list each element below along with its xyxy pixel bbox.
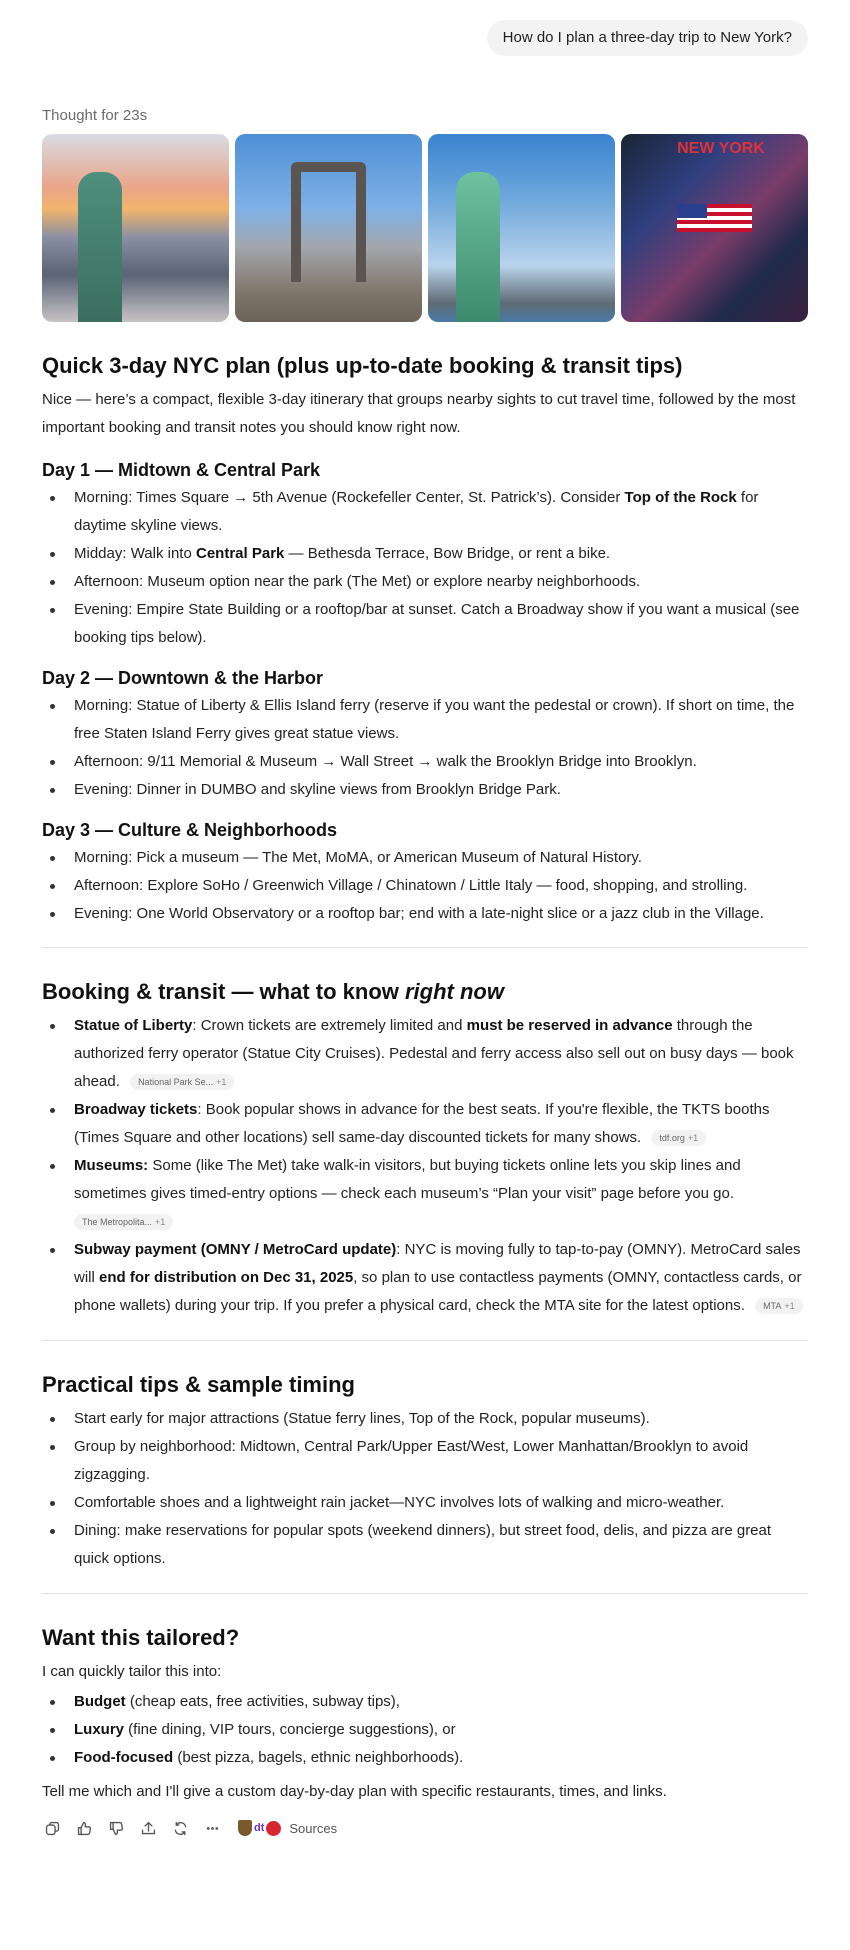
- nps-logo-icon: [238, 1820, 252, 1836]
- list-item-broadway: Broadway tickets: Book popular shows in advance for the best seats. If you're flexible, the TKTS booths (Times Square and other locations) sell same-day discounted tickets for many shows. tdf.org +1: [42, 1096, 808, 1152]
- list-item-subway: Subway payment (OMNY / MetroCard update): NYC is moving fully to tap-to-pay (OMNY). MetroCard sales will end for distribution on Dec 31, 2025, so plan to use contactless payments (OMNY, contactless cards, or phone wallets) during your trip. If you prefer a physical card, check the MTA site for the latest options. MTA +1: [42, 1236, 808, 1320]
- day3-list: [42, 844, 808, 928]
- day1-list: [42, 484, 808, 652]
- user-message-bubble: How do I plan a three-day trip to New York?: [487, 20, 808, 56]
- list-item: Morning: Pick a museum — The Met, MoMA, or American Museum of Natural History.: [42, 844, 808, 872]
- regenerate-icon[interactable]: [170, 1818, 190, 1838]
- citation-chip[interactable]: tdf.org +1: [651, 1130, 706, 1146]
- statue-shape: [78, 172, 122, 322]
- section-divider: [42, 947, 808, 948]
- share-icon[interactable]: [138, 1818, 158, 1838]
- list-item: Afternoon: 9/11 Memorial & Museum → Wall Street → walk the Brooklyn Bridge into Brooklyn.: [42, 748, 808, 776]
- tailored-list: [42, 1688, 808, 1772]
- list-item-statue: Statue of Liberty: Crown tickets are extremely limited and must be reserved in advance through the authorized ferry operator (Statue City Cruises). Pedestal and ferry access also sell out on busy days — book ahead. National Park Se... +1: [42, 1012, 808, 1096]
- list-item: Midday: Walk into Central Park — Bethesda Terrace, Bow Bridge, or rent a bike.: [42, 540, 808, 568]
- section-divider: [42, 1593, 808, 1594]
- day2-heading: Day 2 — Downtown & the Harbor: [42, 668, 324, 688]
- list-item: Luxury (fine dining, VIP tours, concierge suggestions), or: [42, 1716, 808, 1744]
- day1-heading: Day 1 — Midtown & Central Park: [42, 460, 321, 480]
- thumbs-down-icon[interactable]: [106, 1818, 126, 1838]
- new-york-sign: NEW YORK: [677, 140, 765, 157]
- message-actions: [42, 1818, 808, 1838]
- list-item: Morning: Statue of Liberty & Ellis Island ferry (reserve if you want the pedestal or crown). If short on time, the free Staten Island Ferry gives great statue views.: [42, 692, 808, 748]
- flag-shape: [677, 204, 752, 232]
- list-item: Start early for major attractions (Statue ferry lines, Top of the Rock, popular museums).: [42, 1405, 808, 1433]
- gallery-image-collage[interactable]: [621, 134, 808, 322]
- list-item: Evening: One World Observatory or a rooftop bar; end with a late-night slice or a jazz club in the Village.: [42, 900, 808, 928]
- thumbs-up-icon[interactable]: [74, 1818, 94, 1838]
- list-item: Budget (cheap eats, free activities, subway tips),: [42, 1688, 808, 1716]
- list-item: Comfortable shoes and a lightweight rain jacket—NYC involves lots of walking and micro-weather.: [42, 1489, 808, 1517]
- thought-toggle[interactable]: Thought for 23s: [42, 107, 148, 124]
- list-item: Evening: Empire State Building or a rooftop/bar at sunset. Catch a Broadway show if you want a musical (see booking tips below).: [42, 596, 808, 652]
- more-icon[interactable]: [202, 1818, 222, 1838]
- tips-list: [42, 1405, 808, 1573]
- intro-paragraph: Nice — here’s a compact, flexible 3-day itinerary that groups nearby sights to cut travel time, followed by the most important booking and transit notes you should know right now.: [42, 391, 796, 436]
- statue-shape: [456, 172, 500, 322]
- day2-list: [42, 692, 808, 804]
- gallery-image-brooklyn-bridge[interactable]: [235, 134, 422, 322]
- list-item: Morning: Times Square → 5th Avenue (Rockefeller Center, St. Patrick’s). Consider Top of the Rock for daytime skyline views.: [42, 484, 808, 540]
- list-item: Group by neighborhood: Midtown, Central Park/Upper East/West, Lower Manhattan/Brooklyn to avoid zigzagging.: [42, 1433, 808, 1489]
- tailored-heading: Want this tailored?: [42, 1625, 240, 1650]
- list-item: Dining: make reservations for popular spots (weekend dinners), but street food, delis, and pizza are great quick options.: [42, 1517, 808, 1573]
- tdf-logo-icon: dt: [254, 1822, 265, 1834]
- met-logo-icon: [266, 1821, 281, 1836]
- sources-button[interactable]: [238, 1820, 337, 1836]
- citation-chip[interactable]: MTA +1: [755, 1298, 803, 1314]
- list-item-museums: Museums: Some (like The Met) take walk-in visitors, but buying tickets online lets you skip lines and sometimes gives timed-entry options — check each museum’s “Plan your visit” page before you go. The Metropolita... +1: [42, 1152, 808, 1236]
- citation-chip[interactable]: The Metropolita... +1: [74, 1214, 173, 1230]
- tips-heading: Practical tips & sample timing: [42, 1372, 355, 1397]
- day3-heading: Day 3 — Culture & Neighborhoods: [42, 820, 338, 840]
- list-item: Evening: Dinner in DUMBO and skyline views from Brooklyn Bridge Park.: [42, 776, 808, 804]
- gallery-image-statue-sunset[interactable]: [42, 134, 229, 322]
- section-divider: [42, 1340, 808, 1341]
- citation-chip[interactable]: National Park Se... +1: [130, 1074, 234, 1090]
- booking-heading: Booking & transit — what to know right now: [42, 979, 504, 1004]
- list-item: Afternoon: Museum option near the park (The Met) or explore nearby neighborhoods.: [42, 568, 808, 596]
- response-title: Quick 3-day NYC plan (plus up-to-date booking & transit tips): [42, 353, 683, 378]
- booking-list: [42, 1012, 808, 1320]
- copy-icon[interactable]: [42, 1818, 62, 1838]
- bridge-tower-shape: [291, 162, 366, 282]
- list-item: Afternoon: Explore SoHo / Greenwich Village / Chinatown / Little Italy — food, shopping, and strolling.: [42, 872, 808, 900]
- tailored-outro: Tell me which and I'll give a custom day-by-day plan with specific restaurants, times, and links.: [42, 1783, 667, 1800]
- list-item: Food-focused (best pizza, bagels, ethnic neighborhoods).: [42, 1744, 808, 1772]
- sources-label: Sources: [289, 1820, 338, 1836]
- user-message-row: [42, 0, 808, 56]
- tailored-intro: I can quickly tailor this into:: [42, 1663, 222, 1680]
- gallery-image-statue-sky[interactable]: [428, 134, 615, 322]
- image-gallery: [42, 134, 808, 322]
